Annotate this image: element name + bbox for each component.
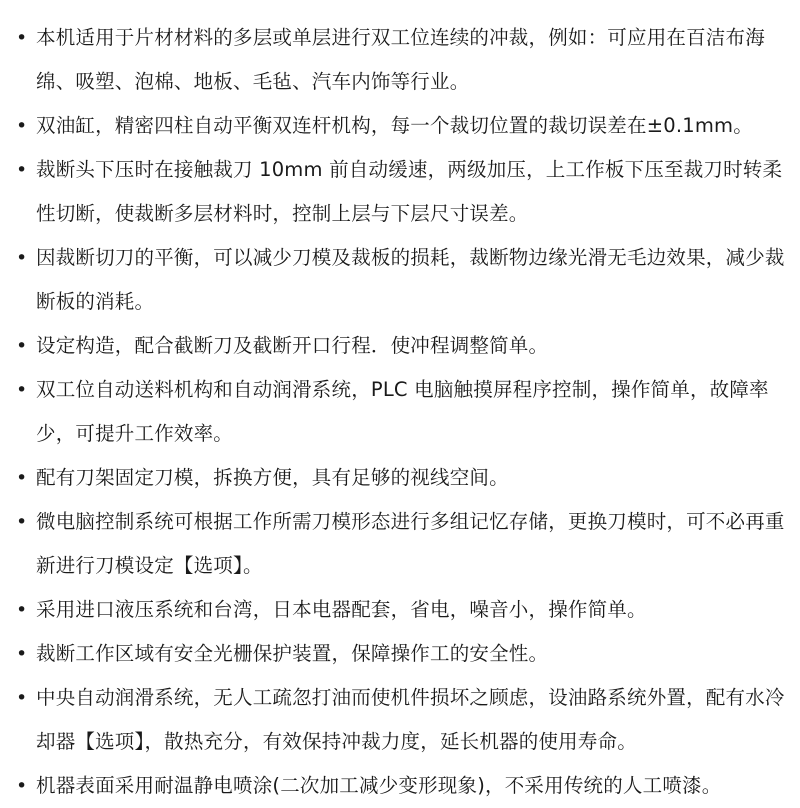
feature-text: 裁断工作区域有安全光栅保护装置，保障操作工的安全性。 [36,642,549,665]
feature-item [10,324,790,368]
bullet-icon: • [16,511,28,533]
feature-text: 微电脑控制系统可根据工作所需刀模形态进行多组记忆存储，更换刀模时，可不必再重新进行刀模设定【选项】。 [36,510,785,577]
feature-text: 采用进口液压系统和台湾，日本电器配套，省电，噪音小，操作简单。 [36,598,647,621]
feature-item [10,16,790,104]
feature-item [10,588,790,632]
bullet-icon: • [16,247,28,269]
bullet-icon: • [16,599,28,621]
feature-item [10,368,790,456]
feature-text: 双工位自动送料机构和自动润滑系统，PLC 电脑触摸屏程序控制，操作简单，故障率少，可提升工作效率。 [36,378,769,445]
feature-item [10,764,790,808]
feature-item [10,148,790,236]
bullet-icon: • [16,115,28,137]
feature-item [10,632,790,676]
bullet-icon: • [16,379,28,401]
bullet-icon: • [16,643,28,665]
feature-item [10,456,790,500]
feature-text: 中央自动润滑系统，无人工疏忽打油而使机件损坏之顾虑，设油路系统外置，配有水冷却器【选项】，散热充分，有效保持冲裁力度，延长机器的使用寿命。 [36,686,785,753]
feature-list [10,16,790,808]
feature-text: 双油缸，精密四柱自动平衡双连杆机构，每一个裁切位置的裁切误差在±0.1mm。 [36,114,753,137]
feature-item [10,104,790,148]
bullet-icon: • [16,27,28,49]
feature-text: 机器表面采用耐温静电喷涂(二次加工减少变形现象)，不采用传统的人工喷漆。 [36,774,722,797]
feature-text: 设定构造，配合截断刀及截断开口行程．使冲程调整简单。 [36,334,549,357]
feature-item [10,500,790,588]
feature-text: 配有刀架固定刀模，拆换方便，具有足够的视线空间。 [36,466,509,489]
bullet-icon: • [16,159,28,181]
bullet-icon: • [16,467,28,489]
feature-text: 裁断头下压时在接触裁刀 10mm 前自动缓速，两级加压，上工作板下压至裁刀时转柔性切断，使裁断多层材料时，控制上层与下层尺寸误差。 [36,158,783,225]
feature-text: 因裁断切刀的平衡，可以减少刀模及裁板的损耗，裁断物边缘光滑无毛边效果，减少裁断板的消耗。 [36,246,785,313]
bullet-icon: • [16,687,28,709]
feature-item [10,236,790,324]
feature-item [10,676,790,764]
bullet-icon: • [16,775,28,797]
bullet-icon: • [16,335,28,357]
feature-text: 本机适用于片材材料的多层或单层进行双工位连续的冲裁，例如：可应用在百洁布海绵、吸塑、泡棉、地板、毛毡、汽车内饰等行业。 [36,26,765,93]
